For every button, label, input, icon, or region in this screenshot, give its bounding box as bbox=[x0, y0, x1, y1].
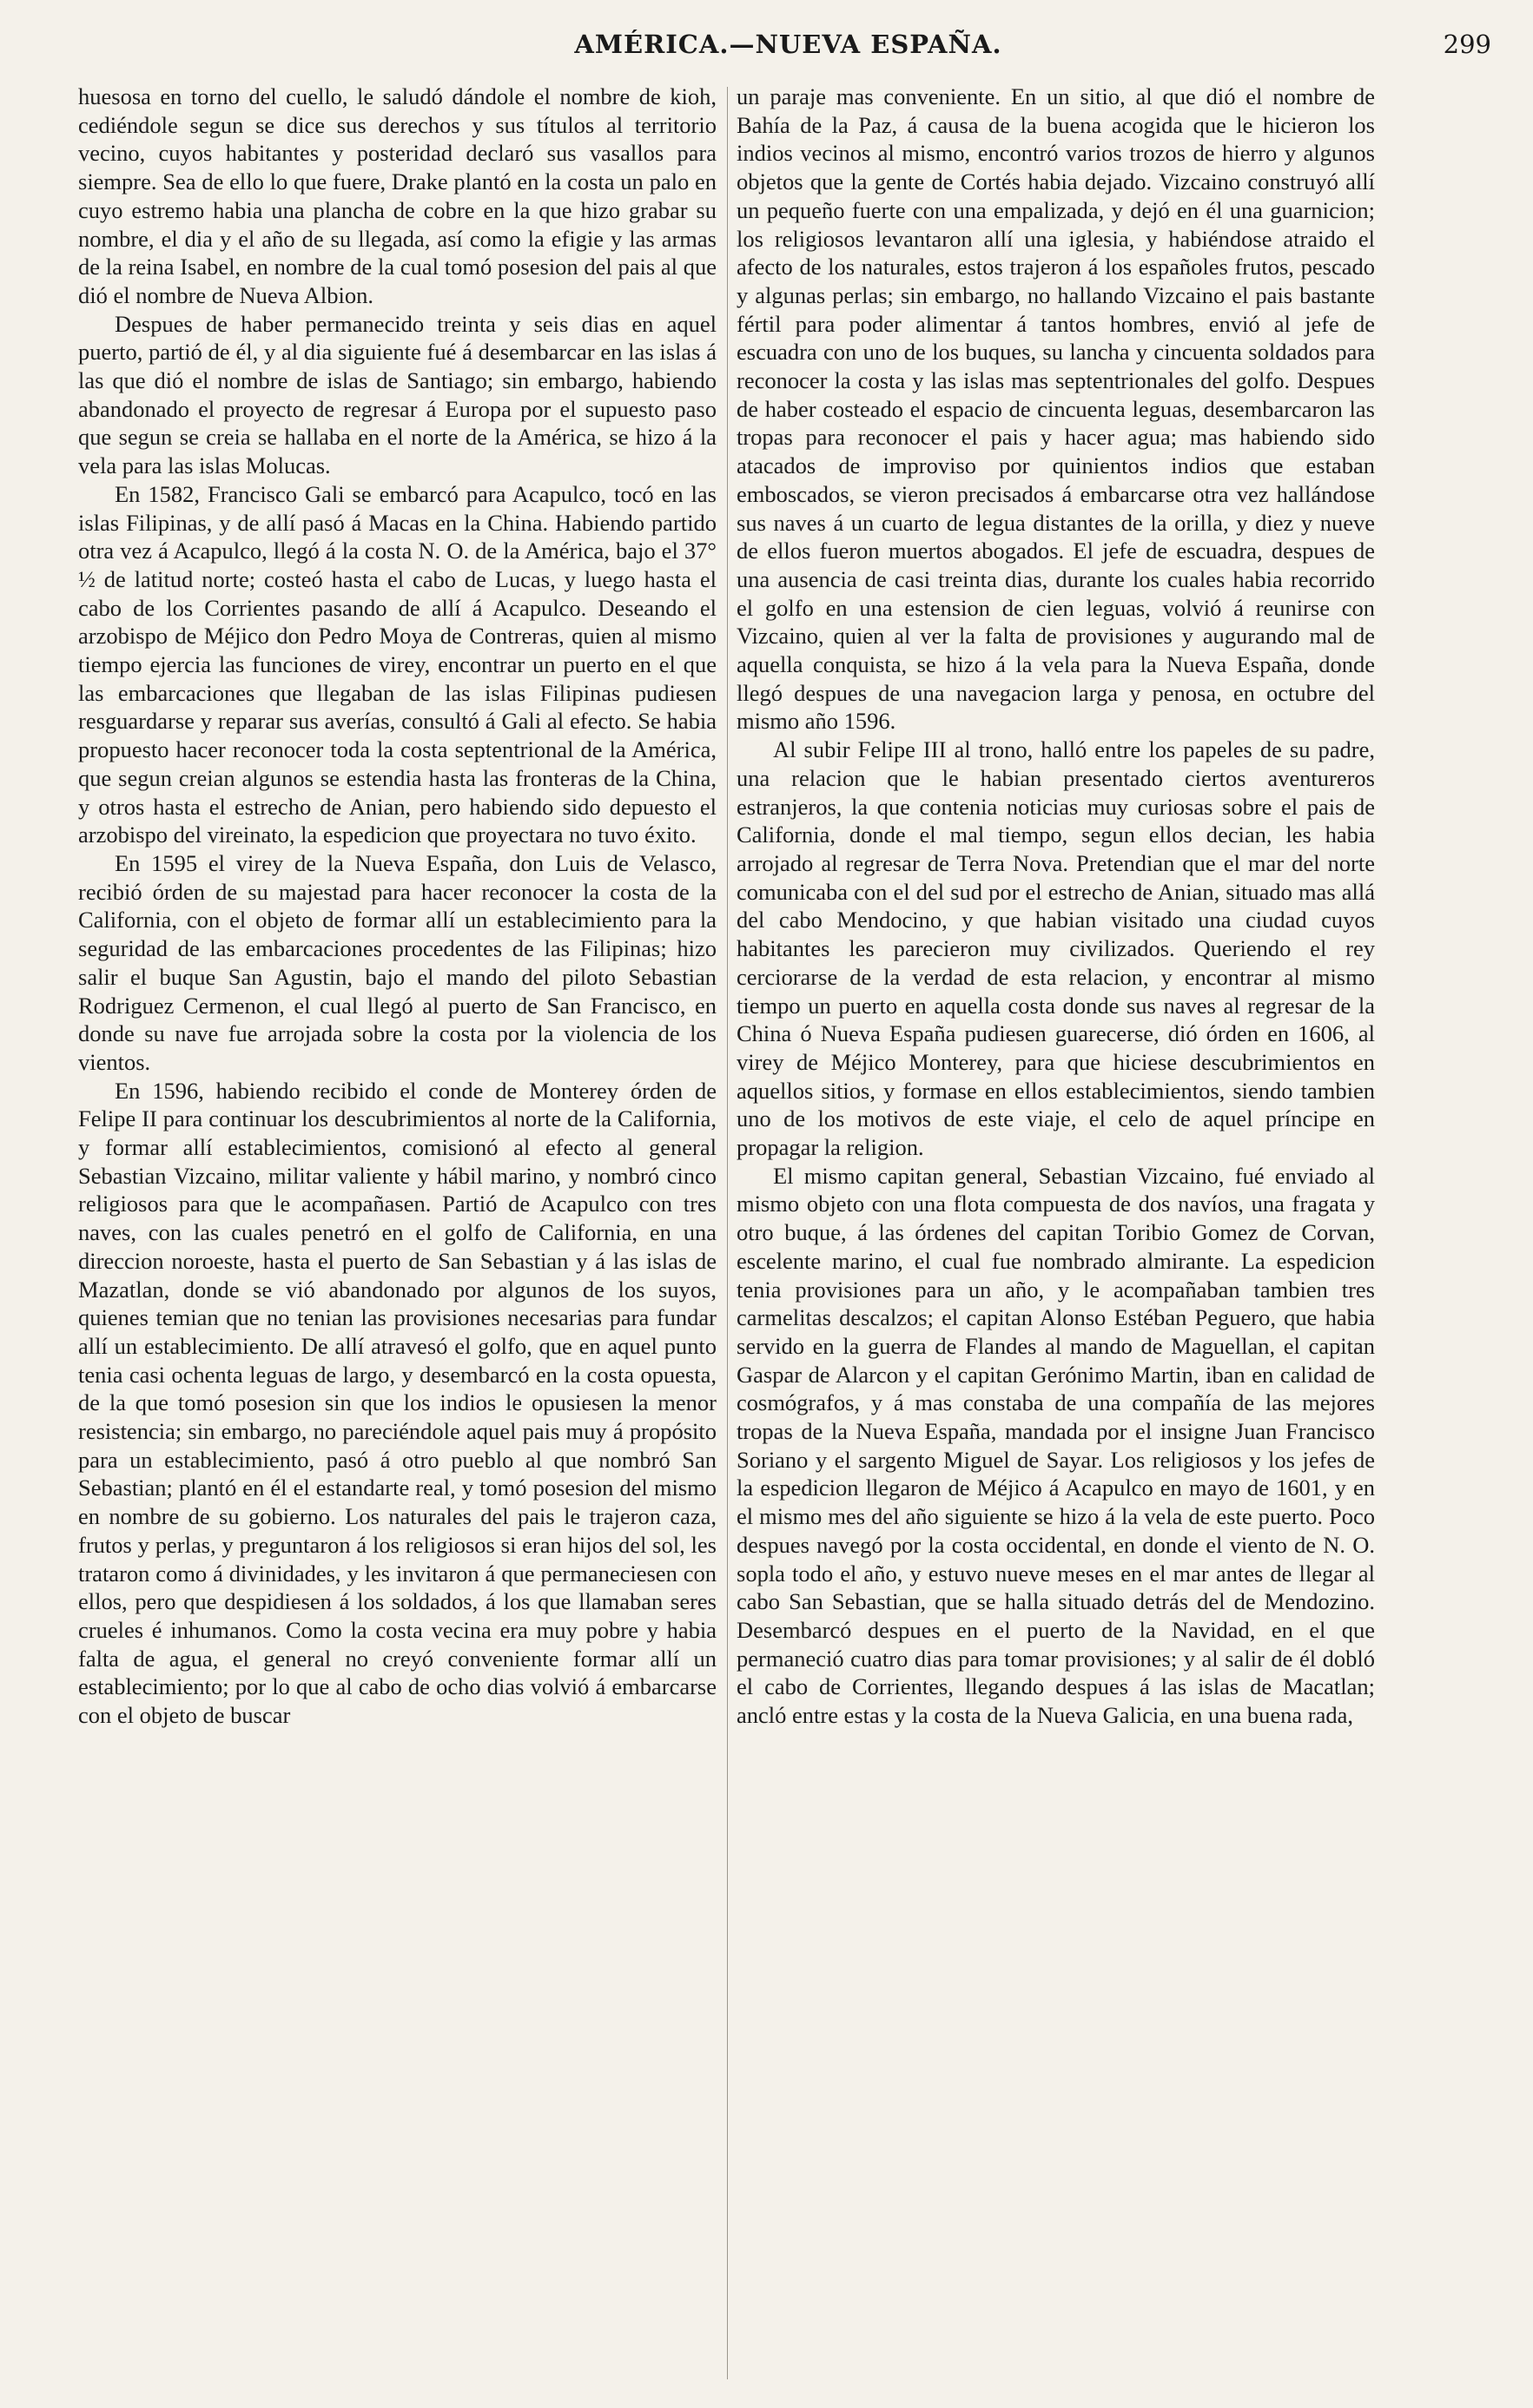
page-number: 299 bbox=[1443, 30, 1491, 59]
running-title: AMÉRICA.—NUEVA ESPAÑA. bbox=[574, 30, 1002, 59]
paragraph: Despues de haber permanecido treinta y seis dias en aquel puerto, partió de él, y al dia siguiente fué á desembarcar en las islas á las que dió el nombre de islas de Santiago; sin embargo, habiendo abandonado el proyecto de regresar á Europa por el supuesto paso que segun se creia se hallaba en el norte de la América, se hizo á la vela para las islas Molucas. bbox=[78, 310, 717, 479]
left-column bbox=[78, 82, 717, 1730]
paragraph: En 1596, habiendo recibido el conde de Monterey órden de Felipe II para continuar los descubrimientos al norte de la California, y formar allí establecimientos, comisionó al efecto al general Sebastian Vizcaino, militar valiente y hábil marino, y nombró cinco religiosos para que le acompañasen. Partió de Acapulco con tres naves, con las cuales penetró en el golfo de California, en una direccion noroeste, hasta el puerto de San Sebastian y á las islas de Mazatlan, donde se vió abandonado por algunos de los suyos, quienes temian que no tenian las provisiones necesarias para fundar allí un establecimiento. De allí atravesó el golfo, que en aquel punto tenia casi ochenta leguas de largo, y desembarcó en la costa opuesta, de la que tomó posesion sin que los indios le opusiesen la menor resistencia; sin embargo, no pareciéndole aquel pais muy á propósito para un establecimiento, pasó á otro pueblo al que nombró San Sebastian; plantó en él el estandarte real, y tomó posesion del mismo en nombre de su gobierno. Los naturales del pais le trajeron caza, frutos y perlas, y preguntaron á los religiosos si eran hijos del sol, les trataron como á divinidades, y les invitaron á que permaneciesen con ellos, pero que despidiesen á los soldados, á los que llamaban seres crueles é inhumanos. Como la costa vecina era muy pobre y habia falta de agua, el general no creyó conveniente formar allí un establecimiento; por lo que al cabo de ocho dias volvió á embarcarse con el objeto de buscar bbox=[78, 1077, 717, 1729]
paragraph: huesosa en torno del cuello, le saludó dándole el nombre de kioh, cediéndole segun se dice sus derechos y sus títulos al territorio vecino, cuyos habitantes y posteridad declaró sus vasallos para siempre. Sea de ello lo que fuere, Drake plantó en la costa un palo en cuyo estremo habia una plancha de cobre en la que hizo grabar su nombre, el dia y el año de su llegada, así como la efigie y las armas de la reina Isabel, en nombre de la cual tomó posesion del pais al que dió el nombre de Nueva Albion. bbox=[78, 83, 717, 308]
paragraph: un paraje mas conveniente. En un sitio, al que dió el nombre de Bahía de la Paz, á causa de la buena acogida que le hicieron los indios vecinos al mismo, encontró varios trozos de hierro y algunos objetos que la gente de Cortés habia dejado. Vizcaino construyó allí un pequeño fuerte con una empalizada, y dejó en él una guarnicion; los religiosos levantaron allí una iglesia, y habiéndose atraido el afecto de los naturales, estos trajeron á los españoles frutos, pescado y algunas perlas; sin embargo, no hallando Vizcaino el pais bastante fértil para poder alimentar á tantos hombres, envió al jefe de escuadra con uno de los buques, su lancha y cincuenta soldados para reconocer la costa y las islas mas septentrionales del golfo. Despues de haber costeado el espacio de cincuenta leguas, desembarcaron las tropas para reconocer el pais y hacer agua; mas habiendo sido atacados de improviso por quinientos indios que estaban emboscados, se vieron precisados á embarcarse otra vez hallándose sus naves á un cuarto de legua distantes de la orilla, y diez y nueve de ellos fueron muertos abogados. El jefe de escuadra, despues de una ausencia de casi treinta dias, durante los cuales habia recorrido el golfo en una estension de cien leguas, volvió á reunirse con Vizcaino, quien al ver la falta de provisiones y augurando mal de aquella conquista, se hizo á la vela para la Nueva España, donde llegó despues de una navegacion larga y penosa, en octubre del mismo año 1596. bbox=[737, 83, 1375, 735]
right-column bbox=[737, 82, 1375, 1730]
paragraph: En 1582, Francisco Gali se embarcó para Acapulco, tocó en las islas Filipinas, y de allí pasó á Macas en la China. Habiendo partido otra vez á Acapulco, llegó á la costa N. O. de la América, bajo el 37° ½ de latitud norte; costeó hasta el cabo de Lucas, y luego hasta el cabo de los Corrientes pasando de allí á Acapulco. Deseando el arzobispo de Méjico don Pedro Moya de Contreras, quien al mismo tiempo ejercia las funciones de virey, encontrar un puerto en el que las embarcaciones que llegaban de las islas Filipinas pudiesen resguardarse y reparar sus averías, consultó á Gali al efecto. Se habia propuesto hacer reconocer toda la costa septentrional de la América, que segun creian algunos se estendia hasta las fronteras de la China, y otros hasta el estrecho de Anian, pero habiendo sido depuesto el arzobispo del vireinato, la espedicion que proyectara no tuvo éxito. bbox=[78, 480, 717, 848]
paragraph: En 1595 el virey de la Nueva España, don Luis de Velasco, recibió órden de su majestad para hacer reconocer la costa de la California, con el objeto de formar allí un establecimiento para la seguridad de las embarcaciones procedentes de las Filipinas; hizo salir el buque San Agustin, bajo el mando del piloto Sebastian Rodriguez Cermenon, el cual llegó al puerto de San Francisco, en donde su nave fue arrojada sobre la costa por la violencia de los vientos. bbox=[78, 849, 717, 1075]
paragraph: El mismo capitan general, Sebastian Vizcaino, fué enviado al mismo objeto con una flota compuesta de dos navíos, una fragata y otro buque, á las órdenes del capitan Toribio Gomez de Corvan, escelente marino, el cual fue nombrado almirante. La espedicion tenia provisiones para un año, y le acompañaban tambien tres carmelitas descalzos; el capitan Alonso Estéban Peguero, que habia servido en la guerra de Flandes al mando de Maguellan, el capitan Gaspar de Alarcon y el capitan Gerónimo Martin, iban en calidad de cosmógrafos, y á mas constaba de una compañía de las mejores tropas de la Nueva España, mandada por el insigne Juan Francisco Soriano y el sargento Miguel de Sayar. Los religiosos y los jefes de la espedicion llegaron de Méjico á Acapulco en mayo de 1601, y en el mismo mes del año siguiente se hizo á la vela de este puerto. Poco despues navegó por la costa occidental, en donde el viento de N. O. sopla todo el año, y estuvo nueve meses en el mar antes de llegar al cabo San Sebastian, que se halla situado detrás del de Mendozino. Desembarcó despues en el puerto de la Navidad, en el que permaneció cuatro dias para tomar provisiones; y al salir de él dobló el cabo de Corrientes, llegando despues á las islas de Macatlan; ancló entre estas y la costa de la Nueva Galicia, en una buena rada, bbox=[737, 1162, 1375, 1729]
column-divider bbox=[727, 87, 728, 2379]
running-head bbox=[78, 30, 1498, 73]
paragraph: Al subir Felipe III al trono, halló entre los papeles de su padre, una relacion que le habian presentado ciertos aventureros estranjeros, la que contenia noticias muy curiosas sobre el pais de California, donde el mal tiempo, segun ellos decian, les habia arrojado al regresar de Terra Nova. Pretendian que el mar del norte comunicaba con el del sud por el estrecho de Anian, situado mas allá del cabo Mendocino, y que habian visitado una ciudad cuyos habitantes les parecieron muy civilizados. Queriendo el rey cerciorarse de la verdad de esta relacion, y encontrar al mismo tiempo un puerto en aquella costa donde sus naves al regresar de la China ó Nueva España pudiesen guarecerse, dió órden en 1606, al virey de Méjico Monterey, para que hiciese descubrimientos en aquellos sitios, y formase en ellos establecimientos, siendo tambien uno de los motivos de este viaje, el celo de aquel príncipe en propagar la religion. bbox=[737, 736, 1375, 1161]
